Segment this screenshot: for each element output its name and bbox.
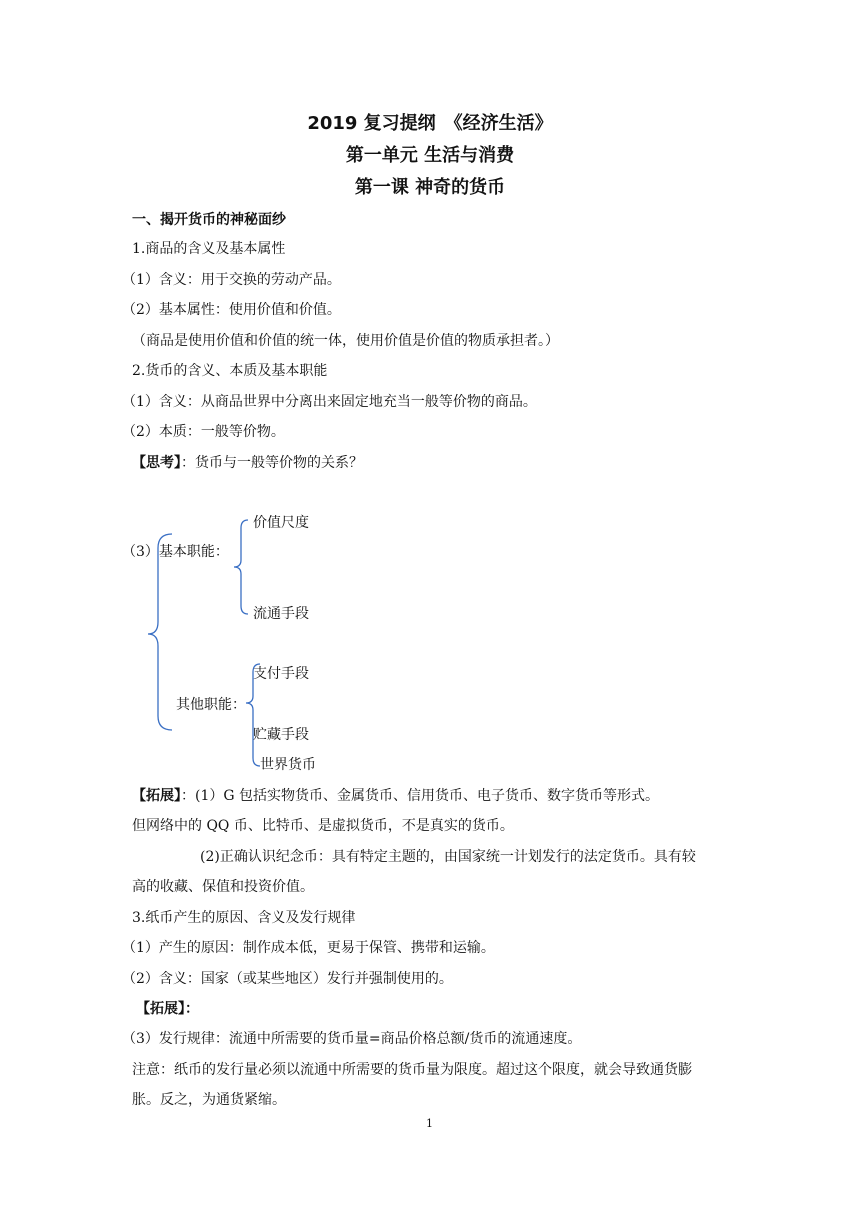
functions-label <box>122 543 229 561</box>
extend1-line1 <box>132 787 659 805</box>
extend1-line4: 高的收藏、保值和投资价值。 <box>132 879 314 895</box>
item1-title: 1.商品的含义及基本属性 <box>132 241 286 257</box>
other-functions-label: 其他职能： <box>176 697 246 713</box>
page-number: 1 <box>426 1117 433 1130</box>
function-store: 贮藏手段 <box>253 727 309 743</box>
item3-note-line2: 胀。反之，为通货紧缩。 <box>132 1092 286 1108</box>
unit-title: 第一单元 生活与消费 <box>345 145 515 166</box>
item3-note-line1: 注意：纸币的发行量必须以流通中所需要的货币量为限度。超过这个限度，就会导致通货膨 <box>132 1062 692 1078</box>
function-value-measure: 价值尺度 <box>253 515 309 531</box>
extend1-line3: (2)正确认识纪念币：具有特定主题的，由国家统一计划发行的法定货币。具有较 <box>200 849 696 865</box>
document-title: 2019 复习提纲 《经济生活》 <box>307 113 553 134</box>
item3-extend-label: 【拓展】 <box>136 1001 185 1017</box>
extend1-label: 【拓展】 <box>132 788 181 804</box>
function-payment: 支付手段 <box>253 666 309 682</box>
extend1-line2: 但网络中的 QQ 币、比特币、是虚拟货币，不是真实的货币。 <box>132 818 514 834</box>
item1-definition: （1）含义：用于交换的劳动产品。 <box>122 272 341 288</box>
item3-law: （3）发行规律：流通中所需要的货币量=商品价格总额/货币的流通速度。 <box>122 1031 582 1047</box>
item3-title: 3.纸币产生的原因、含义及发行规律 <box>132 910 356 926</box>
item1-attributes: （2）基本属性：使用价值和价值。 <box>122 302 341 318</box>
item3-definition: （2）含义：国家（或某些地区）发行并强制使用的。 <box>122 971 453 987</box>
function-world-money: 世界货币 <box>260 757 316 773</box>
think-label: 【思考】 <box>132 455 181 471</box>
item1-note: （商品是使用价值和价值的统一体，使用价值是价值的物质承担者。） <box>132 333 559 349</box>
item2-definition: （1）含义：从商品世界中分离出来固定地充当一般等价物的商品。 <box>122 394 537 410</box>
outer-brace <box>148 534 172 730</box>
item3-extend-colon: ： <box>185 1001 199 1017</box>
item3-reason: （1）产生的原因：制作成本低，更易于保管、携带和运输。 <box>122 940 495 956</box>
basic-brace <box>234 520 248 614</box>
think-text: ：货币与一般等价物的关系？ <box>181 455 363 471</box>
basic-functions-label: 基本职能： <box>158 544 229 560</box>
functions-prefix: （3） <box>122 544 159 560</box>
item3-extend <box>136 1000 199 1018</box>
function-circulation: 流通手段 <box>253 606 309 622</box>
item2-essence: （2）本质：一般等价物。 <box>122 424 285 440</box>
section-heading: 一、揭开货币的神秘面纱 <box>132 212 286 228</box>
extend1-text: ：(1）G 包括实物货币、金属货币、信用货币、电子货币、数字货币等形式。 <box>181 788 660 804</box>
lesson-title: 第一课 神奇的货币 <box>354 177 506 198</box>
item2-title: 2.货币的含义、本质及基本职能 <box>132 363 328 379</box>
